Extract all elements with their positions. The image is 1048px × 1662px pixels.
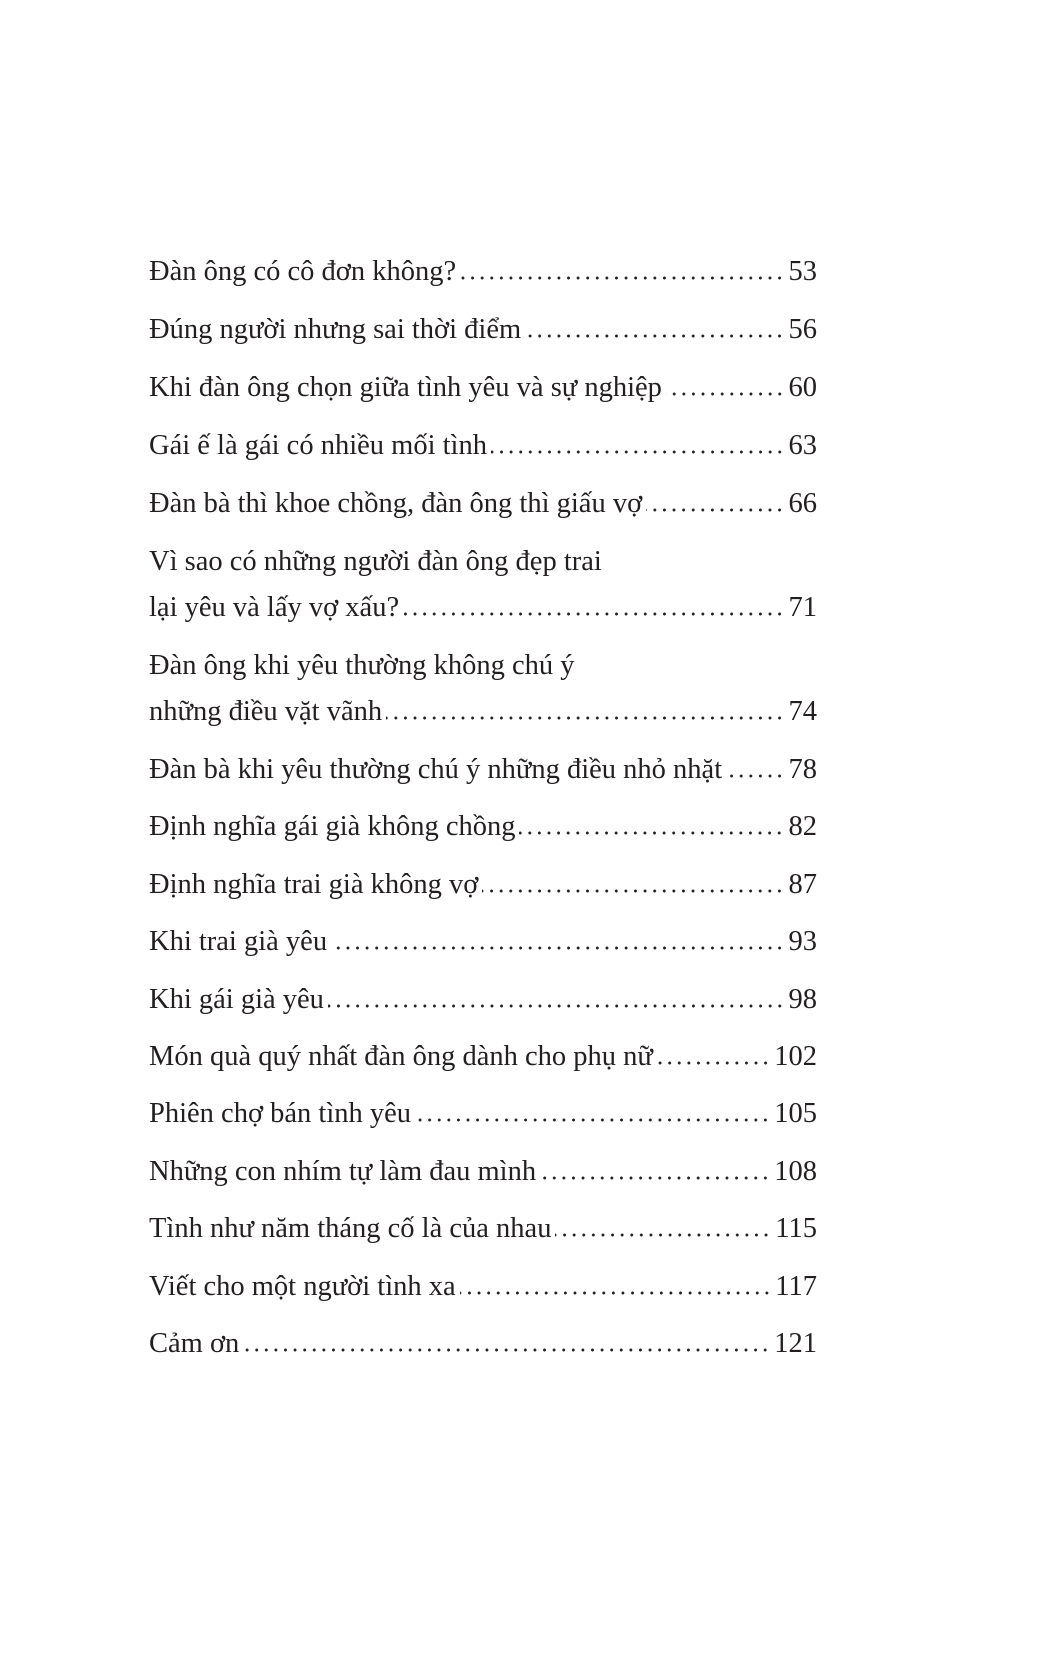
toc-page-number: 53 [788,256,817,287]
dot-leader [666,391,785,397]
toc-page-number: 121 [774,1328,817,1359]
toc-page-number: 74 [788,696,817,727]
toc-page-number: 105 [774,1098,817,1129]
dot-leader [726,773,784,779]
dot-leader [519,830,784,836]
toc-page-number: 117 [775,1271,817,1302]
toc-entry-title: Định nghĩa gái già không chồng [149,811,516,842]
toc-entry[interactable] [149,924,817,960]
dot-leader [331,945,784,951]
dot-leader [540,1175,770,1181]
dot-leader [243,1347,770,1353]
dot-leader [525,333,784,339]
toc-page-number: 115 [775,1213,817,1244]
toc-entry[interactable] [149,254,817,290]
toc-page-number: 82 [788,811,817,842]
toc-entry[interactable] [149,648,817,730]
dot-leader [415,1117,770,1123]
toc-entry[interactable] [149,867,817,903]
toc-entry[interactable] [149,1096,817,1132]
dot-leader [403,611,784,617]
toc-entry-title: Khi trai già yêu [149,926,328,957]
toc-page-number: 93 [788,926,817,957]
toc-entry-title: Định nghĩa trai già không vợ [149,869,479,900]
toc-entry-title: Phiên chợ bán tình yêu [149,1098,412,1129]
toc-entry[interactable] [149,752,817,788]
toc-entry-title: Khi đàn ông chọn giữa tình yêu và sự nghiệp [149,372,662,403]
toc-entry-title: Những con nhím tự làm đau mình [149,1156,537,1187]
toc-entry[interactable] [149,312,817,348]
toc-page-number: 63 [788,430,817,461]
dot-leader [646,507,784,513]
toc-entry-title: Gái ế là gái có nhiều mối tình [149,430,487,461]
toc-entry[interactable] [149,1211,817,1247]
toc-entry-title: Viết cho một người tình xa [149,1271,456,1302]
toc-entry[interactable] [149,370,817,406]
toc-entry[interactable] [149,809,817,845]
toc-entry[interactable] [149,1039,817,1075]
toc-entry-title: lại yêu và lấy vợ xấu? [149,592,400,623]
toc-entry[interactable] [149,486,817,522]
toc-page-number: 108 [774,1156,817,1187]
toc-page-number: 56 [788,314,817,345]
toc-entry-title: Đàn bà khi yêu thường chú ý những điều nhỏ nhặt [149,754,723,785]
toc-page-number: 60 [788,372,817,403]
toc-entry-title: những điều vặt vãnh [149,696,383,727]
toc-entry-title-line1: Đàn ông khi yêu thường không chú ý [149,650,575,681]
toc-page-number: 71 [788,592,817,623]
toc-entry-title: Cảm ơn [149,1328,240,1359]
toc-entry-title: Đúng người nhưng sai thời điểm [149,314,522,345]
toc-page-number: 87 [788,869,817,900]
toc-entry-title: Món quà quý nhất đàn ông dành cho phụ nữ [149,1041,653,1072]
dot-leader [460,275,784,281]
toc-entry[interactable] [149,1326,817,1362]
toc-page-number: 102 [774,1041,817,1072]
toc-page-number: 98 [788,984,817,1015]
dot-leader [482,888,784,894]
dot-leader [555,1232,771,1238]
toc-entry-title: Đàn ông có cô đơn không? [149,256,457,287]
toc-entry[interactable] [149,428,817,464]
toc-entry[interactable] [149,1154,817,1190]
toc-page-number: 66 [788,488,817,519]
dot-leader [460,1290,772,1296]
toc-entry[interactable] [149,1269,817,1305]
toc-entry-title: Đàn bà thì khoe chồng, đàn ông thì giấu vợ [149,488,643,519]
toc-page-number: 78 [788,754,817,785]
dot-leader [386,715,784,721]
dot-leader [491,449,785,455]
toc-entry[interactable] [149,544,817,626]
toc-entry[interactable] [149,982,817,1018]
toc-entry-title-line1: Vì sao có những người đàn ông đẹp trai [149,546,602,577]
toc-entry-title: Tình như năm tháng cố là của nhau [149,1213,552,1244]
dot-leader [657,1060,770,1066]
dot-leader [328,1003,785,1009]
toc-entry-title: Khi gái già yêu [149,984,324,1015]
